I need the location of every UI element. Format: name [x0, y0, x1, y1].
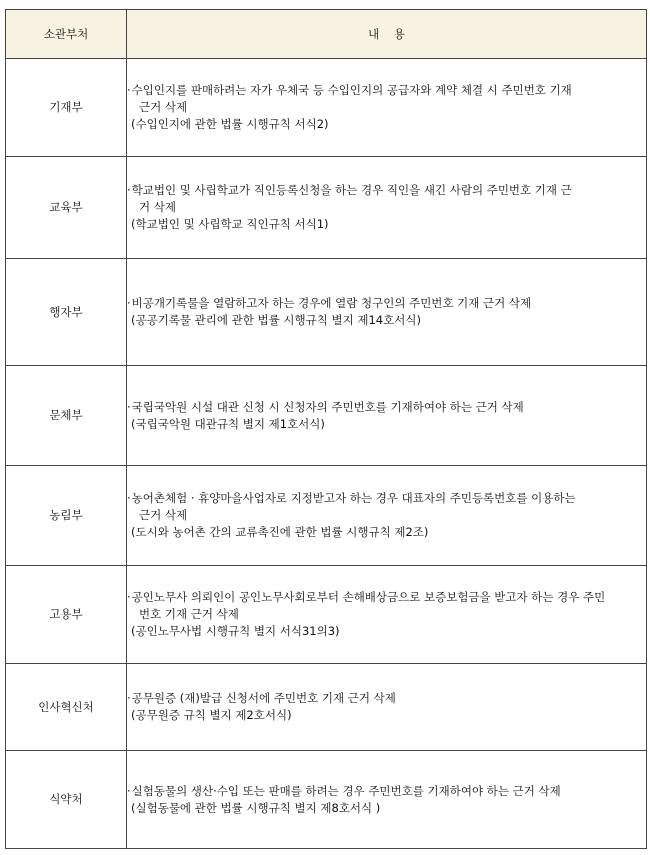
content-line-1: ·학교법인 및 사립학교가 직인등록신청을 하는 경우 직인을 새긴 사람의 주민번호 기재 근	[127, 183, 572, 197]
content-line-3: (수입인지에 관한 법률 시행규칙 서식2)	[131, 117, 329, 131]
content-cell	[127, 566, 647, 664]
bullet: ·	[127, 491, 131, 505]
content-line-1: ·수입인지를 판매하려는 자가 우체국 등 수입인지의 공급자와 계약 체결 시 주민번호 기재	[127, 83, 572, 97]
content-line-1: ·국립국악원 시설 대관 신청 시 신청자의 주민번호를 기재하여야 하는 근거 삭제	[127, 399, 524, 414]
content-cell	[127, 466, 647, 566]
bullet: ·	[127, 183, 131, 197]
dept-cell: 교육부	[6, 157, 127, 259]
content-line-1: ·실험동물의 생산·수입 또는 판매를 하려는 경우 주민번호를 기재하여야 하는 근거 삭제	[127, 783, 561, 798]
content-line-3: (공인노무사법 시행규칙 별지 서식31의3)	[131, 624, 340, 638]
table-row	[6, 566, 647, 664]
bullet: ·	[127, 83, 131, 97]
content-line-1: ·공인노무사 의뢰인이 공인노무사회로부터 손해배상금으로 보증보험금을 받고자 하는 경우 주민	[127, 590, 606, 604]
content-cell	[127, 751, 647, 849]
table-row	[6, 366, 647, 466]
table-row	[6, 59, 647, 157]
content-cell	[127, 59, 647, 157]
table-row	[6, 664, 647, 751]
content-line-1: ·농어촌체험 · 휴양마을사업자로 지정받고자 하는 경우 대표자의 주민등록번호를 이용하는	[127, 491, 576, 505]
content-line-3: (공공기록물 관리에 관한 법률 시행규칙 별지 제14호서식)	[131, 313, 421, 327]
dept-cell: 농림부	[6, 466, 127, 566]
dept-cell: 문체부	[6, 366, 127, 466]
content-line-2: 번호 기재 근거 삭제	[139, 607, 239, 621]
content-cell	[127, 366, 647, 466]
content-line-2: 거 삭제	[139, 200, 176, 214]
dept-cell: 행자부	[6, 259, 127, 366]
dept-cell: 인사혁신처	[6, 664, 127, 751]
table-row	[6, 259, 647, 366]
dept-cell: 고용부	[6, 566, 127, 664]
content-cell	[127, 259, 647, 366]
bullet: ·	[127, 399, 131, 414]
content-line-3: (실험동물에 관한 법률 시행규칙 별지 제8호서식 )	[131, 800, 381, 815]
table-row	[6, 466, 647, 566]
content-cell	[127, 664, 647, 751]
bullet: ·	[127, 590, 131, 604]
ministry-table	[5, 9, 647, 849]
header-dept: 소관부처	[6, 10, 127, 59]
table-header-row	[6, 10, 647, 59]
bullet: ·	[127, 783, 131, 798]
bullet: ·	[127, 691, 131, 705]
table-row	[6, 751, 647, 849]
content-cell	[127, 157, 647, 259]
content-line-3: (학교법인 및 사립학교 직인규칙 서식1)	[131, 217, 329, 231]
header-content: 내 용	[127, 10, 647, 59]
content-line-2: 근거 삭제	[139, 100, 188, 114]
table-row	[6, 157, 647, 259]
content-line-1: ·비공개기록물을 열람하고자 하는 경우에 열람 청구인의 주민번호 기재 근거 삭제	[127, 296, 532, 310]
dept-cell: 기재부	[6, 59, 127, 157]
dept-cell: 식약처	[6, 751, 127, 849]
content-line-2: 근거 삭제	[139, 508, 188, 522]
content-line-1: ·공무원증 (재)발급 신청서에 주민번호 기재 근거 삭제	[127, 691, 396, 705]
content-line-3: (국립국악원 대관규칙 별지 제1호서식)	[131, 416, 325, 431]
content-line-3: (도시와 농어촌 간의 교류촉진에 관한 법률 시행규칙 제2조)	[131, 525, 429, 539]
content-line-3: (공무원증 규칙 별지 제2호서식)	[131, 708, 292, 722]
bullet: ·	[127, 296, 131, 310]
